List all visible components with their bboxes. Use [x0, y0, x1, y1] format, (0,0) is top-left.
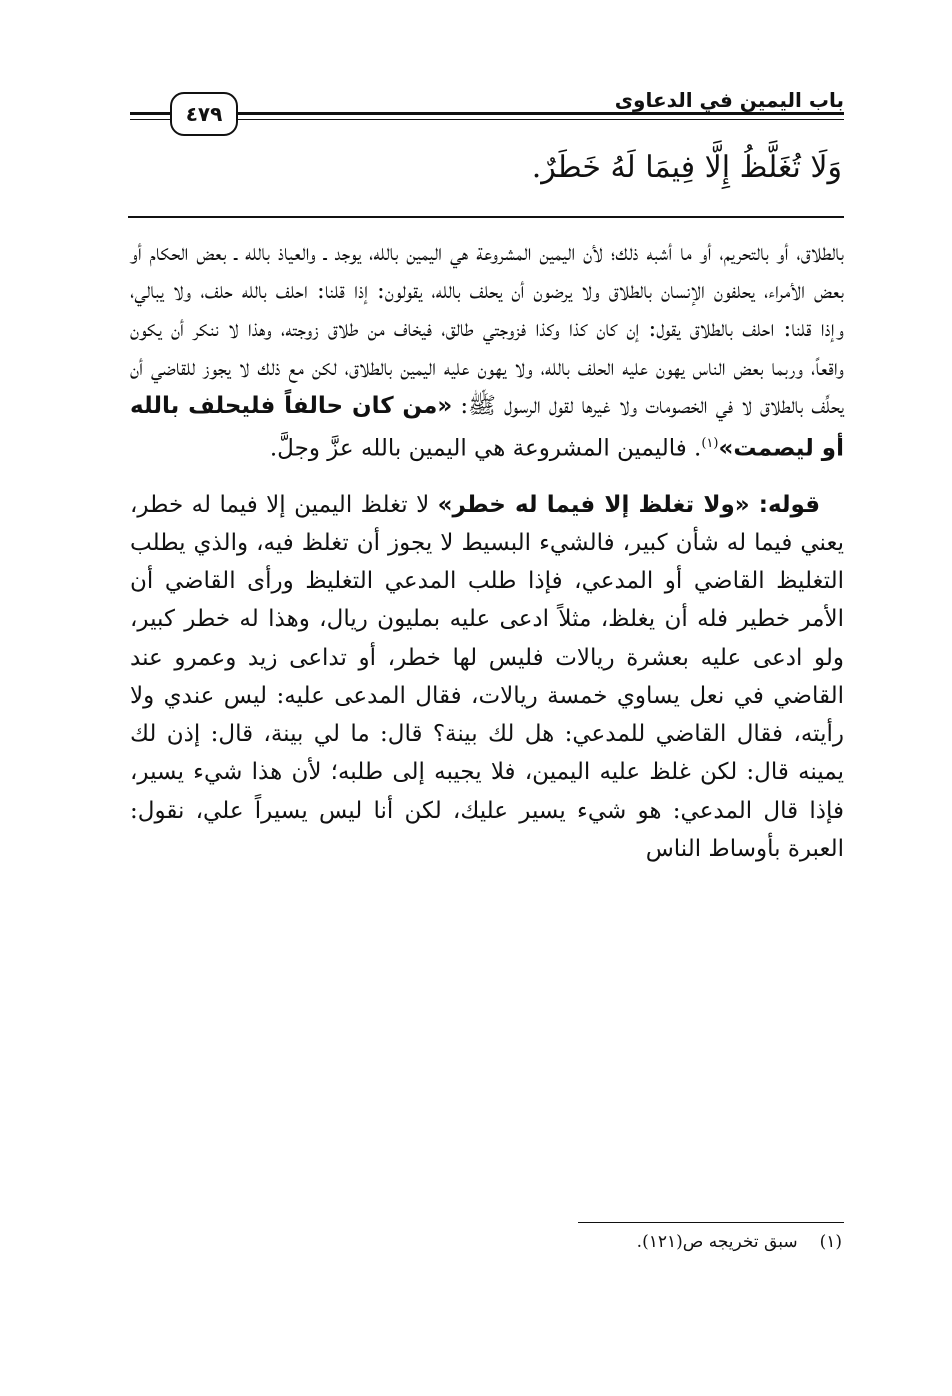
- matn-text: وَلَا تُغَلَّظُ إِلَّا فِيمَا لَهُ خَطَرٌ.: [531, 150, 842, 185]
- running-title: باب اليمين في الدعاوى: [614, 88, 844, 112]
- page-number: ٤٧٩: [170, 92, 238, 136]
- paragraph-1: [130, 234, 844, 468]
- footnote-rule: [578, 1222, 844, 1223]
- hadith-quote: «من كان حالفاً فليحلف بالله أو ليصمت»: [130, 392, 844, 462]
- paragraph-2-lead: قوله: «ولا تغلظ إلا فيما له خطر»: [437, 491, 821, 518]
- footnote: [637, 1232, 842, 1252]
- footnote-text: سبق تخريجه ص(١٢١).: [636, 1232, 798, 1252]
- section-divider: [128, 216, 844, 218]
- footnote-number: (١): [819, 1232, 842, 1252]
- footnote-reference: (١): [701, 436, 719, 452]
- paragraph-2: [130, 486, 844, 868]
- commentary-body: [130, 234, 844, 868]
- paragraph-1-text-b: . فاليمين المشروعة هي اليمين بالله عزَّ وجلَّ.: [269, 435, 702, 462]
- paragraph-2-text: لا تغلظ اليمين إلا فيما له خطر، يعني فيما له شأن كبير، فالشيء البسيط لا يجوز أن تغلظ فيه، والذي يطلب التغليظ القاضي أو المدعي، فإذا طلب المدعي التغليظ ورأى القاضي أن الأمر خطير فله أن يغلظ، مثلاً ادعى عليه بمليون ريال، وهذا له خطر كبير، ولو ادعى عليه بعشرة ريالات فليس لها خطر، أو تداعى زيد وعمرو عند القاضي في نعل يساوي خمسة ريالات، فقال المدعى عليه: ليس عندي ولا رأيته، فقال القاضي للمدعي: هل لك بينة؟ قال: ما لي بينة، قال: إذن لك يمينه قال: لكن غلظ عليه اليمين، فلا يجيبه إلى طلبه؛ لأن هذا شيء يسير، فإذا قال المدعي: هو شيء يسير عليك، لكن أنا ليس يسيراً علي، نقول: العبرة بأوساط الناس: [130, 491, 844, 862]
- paragraph-1-text-a: بالطلاق، أو بالتحريم، أو ما أشبه ذلك؛ لأن اليمين المشروعة هي اليمين بالله، يوجد ـ والعياذ بالله ـ بعض الحكام أو بعض الأمراء، يحلفون الإنسان بالطلاق ولا يرضون أن يحلف بالله، يقولون: إذا قلنا: احلف بالله حلف، ولا يبالي، وإذا قلنا: احلف بالطلاق يقول: إن كان كذا وكذا فزوجتي طالق، فيخاف من طلاق زوجته، وهذا لا ننكر أن يكون واقعاً، وربما بعض الناس يهون عليه الحلف بالله، ولا يهون عليه اليمين بالطلاق، لكن مع ذلك لا يجوز للقاضي أن يحلِّف بالطلاق لا في الخصومات ولا غيرها لقول الرسول ﷺ:: [130, 240, 844, 419]
